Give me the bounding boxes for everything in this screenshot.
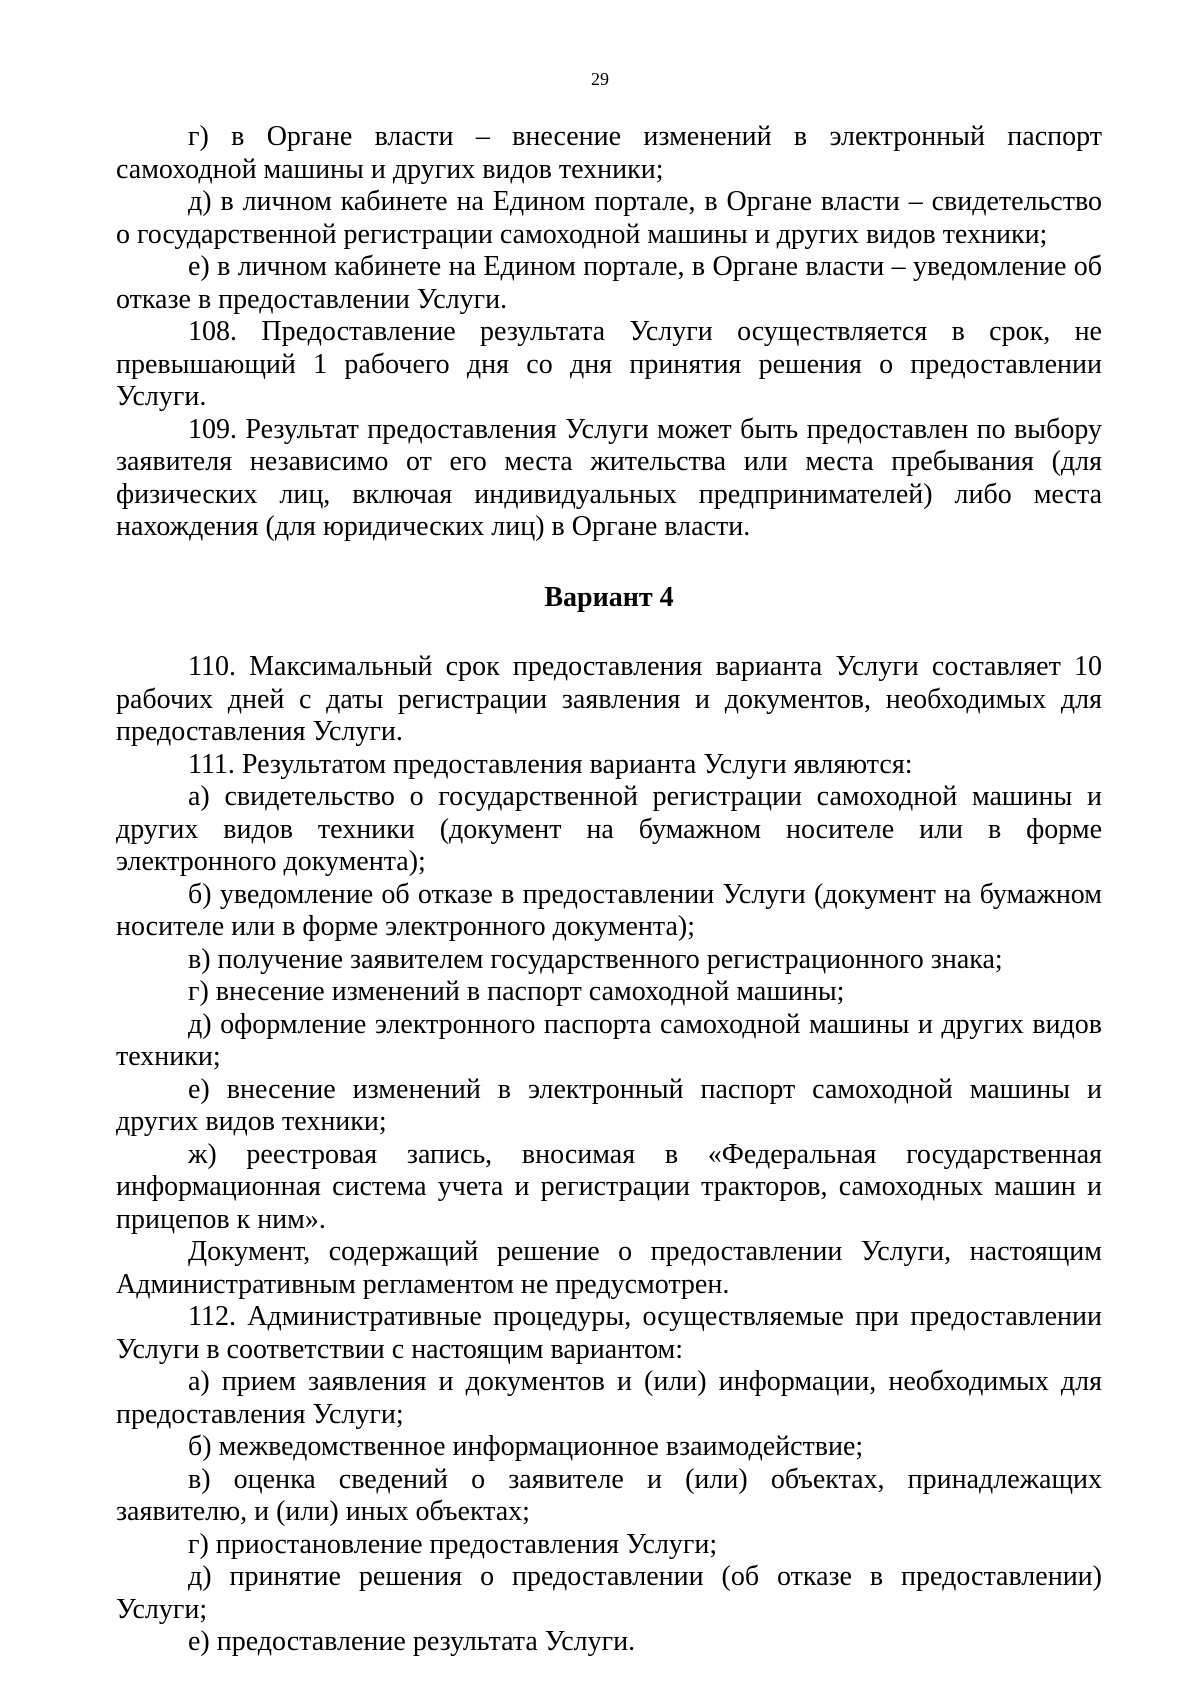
paragraph-111-b: б) уведомление об отказе в предоставлении Услуги (документ на бумажном носителе или в форме электронного документа);	[116, 878, 1102, 942]
paragraph-108: 108. Предоставление результата Услуги осуществляется в срок, не превышающий 1 рабочего дня со дня принятия решения о предоставлении Услуги.	[116, 316, 1102, 412]
paragraph-decision-document: Документ, содержащий решение о предоставлении Услуги, настоящим Административным регламентом не предусмотрен.	[116, 1236, 1102, 1300]
paragraph-111-a: а) свидетельство о государственной регистрации самоходной машины и других видов техники (документ на бумажном носителе или в форме электронного документа);	[116, 781, 1102, 877]
paragraph-111-zh: ж) реестровая запись, вносимая в «Федеральная государственная информационная система учета и регистрации тракторов, самоходных машин и прицепов к ним».	[116, 1138, 1102, 1235]
paragraph-111-g: г) внесение изменений в паспорт самоходной машины;	[188, 976, 845, 1007]
paragraph-112-v: в) оценка сведений о заявителе и (или) объектах, принадлежащих заявителю, и (или) иных объектах;	[116, 1463, 1102, 1527]
paragraph-111: 111. Результатом предоставления варианта Услуги являются:	[188, 748, 913, 780]
paragraph-111-e: е) внесение изменений в электронный паспорт самоходной машины и других видов техники;	[116, 1073, 1102, 1137]
paragraph-result-d: д) в личном кабинете на Едином портале, в Органе власти – свидетельство о государственной регистрации самоходной машины и других видов техники;	[116, 186, 1102, 250]
paragraph-112-d: д) принятие решения о предоставлении (об отказе в предоставлении) Услуги;	[116, 1561, 1102, 1625]
section-heading: Вариант 4	[544, 581, 674, 613]
paragraph-112-g: г) приостановление предоставления Услуги;	[188, 1528, 718, 1560]
paragraph-result-e: е) в личном кабинете на Едином портале, в Органе власти – уведомление об отказе в предоставлении Услуги.	[116, 251, 1102, 315]
paragraph-112-a: а) прием заявления и документов и (или) информации, необходимых для предоставления Услуги;	[116, 1366, 1102, 1430]
paragraph-111-d: д) оформление электронного паспорта самоходной машины и других видов техники;	[116, 1008, 1102, 1072]
paragraph-112: 112. Административные процедуры, осуществляемые при предоставлении Услуги в соответствии с настоящим вариантом:	[116, 1301, 1102, 1365]
page-number: 29	[591, 69, 609, 89]
paragraph-112-b: б) межведомственное информационное взаимодействие;	[188, 1431, 864, 1462]
paragraph-result-g: г) в Органе власти – внесение изменений в электронный паспорт самоходной машины и других видов техники;	[116, 121, 1102, 185]
paragraph-111-v: в) получение заявителем государственного регистрационного знака;	[188, 943, 1003, 975]
paragraph-109: 109. Результат предоставления Услуги может быть предоставлен по выбору заявителя независимо от его места жительства или места пребывания (для физических лиц, включая индивидуальных предпринимателей) либо места нахождения (для юридических лиц) в Органе власти.	[116, 413, 1102, 542]
document-body	[116, 121, 1102, 1659]
paragraph-110: 110. Максимальный срок предоставления варианта Услуги составляет 10 рабочих дней с даты регистрации заявления и документов, необходимых для предоставления Услуги.	[116, 651, 1102, 747]
paragraph-112-e: е) предоставление результата Услуги.	[188, 1626, 636, 1657]
